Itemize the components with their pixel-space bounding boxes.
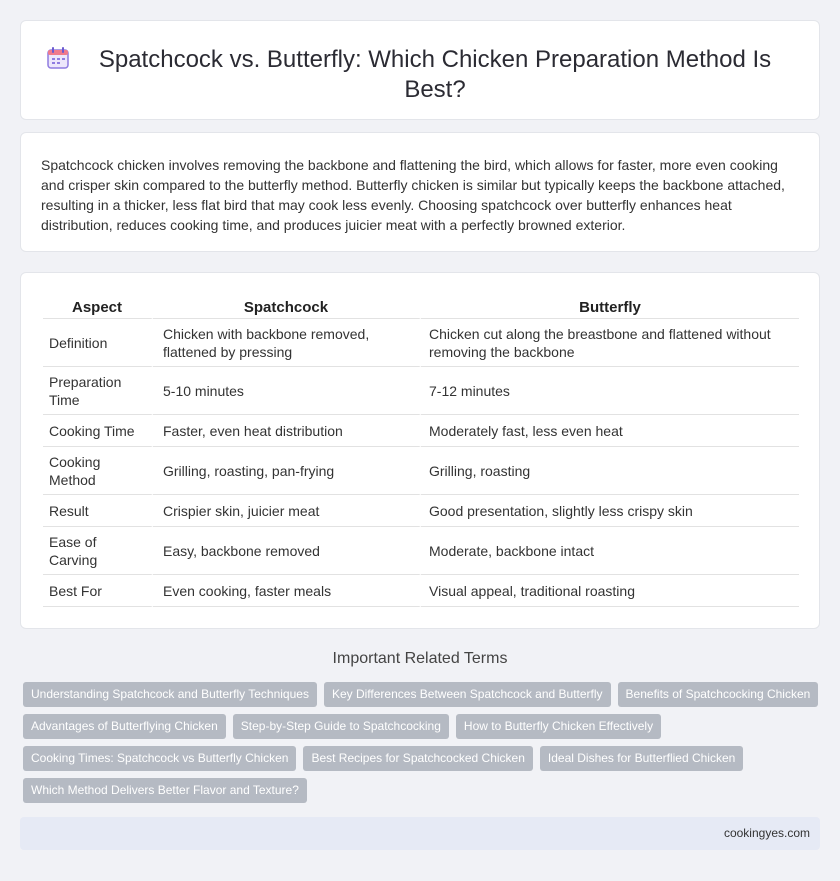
table-cell: 7-12 minutes [421,367,799,415]
table-row [43,319,799,367]
related-term-tag[interactable]: Ideal Dishes for Butterflied Chicken [540,746,743,771]
intro-card [20,132,820,252]
related-term-tag[interactable]: Advantages of Butterflying Chicken [23,714,226,739]
table-row [43,367,799,415]
comparison-table [43,297,799,607]
related-term-tag[interactable]: Step-by-Step Guide to Spatchcocking [233,714,449,739]
table-cell: Grilling, roasting, pan-frying [153,447,421,495]
table-row [43,575,799,607]
column-header-butterfly: Butterfly [421,297,799,319]
column-header-aspect: Aspect [43,297,153,319]
table-cell: Definition [43,319,153,367]
footer-bar [20,817,820,850]
table-cell: Crispier skin, juicier meat [153,495,421,527]
related-term-tag[interactable]: Understanding Spatchcock and Butterfly Techniques [23,682,317,707]
related-term-tag[interactable]: How to Butterfly Chicken Effectively [456,714,661,739]
table-cell: Good presentation, slightly less crispy skin [421,495,799,527]
table-header-row [43,297,799,319]
table-cell: Moderate, backbone intact [421,527,799,575]
header-card [20,20,820,120]
table-cell: Visual appeal, traditional roasting [421,575,799,607]
column-header-spatchcock: Spatchcock [153,297,421,319]
related-terms-heading: Important Related Terms [332,650,508,667]
table-cell: Ease of Carving [43,527,153,575]
table-cell: Chicken cut along the breastbone and flattened without removing the backbone [421,319,799,367]
table-row [43,415,799,447]
table-cell: Cooking Method [43,447,153,495]
related-term-tag[interactable]: Key Differences Between Spatchcock and Butterfly [324,682,611,707]
page-title: Spatchcock vs. Butterfly: Which Chicken Preparation Method Is Best? [98,46,772,103]
table-cell: Cooking Time [43,415,153,447]
table-cell: Result [43,495,153,527]
intro-paragraph: Spatchcock chicken involves removing the backbone and flattening the bird, which allows for faster, more even cooking and crisper skin compared to the butterfly method. Butterfly chicken is similar but typically keeps the backbone attached, resulting in a thicker, less flat bird that may cook less evenly. Choosing spatchcock over butterfly enhances heat distribution, reduces cooking time, and produces juicier meat with a perfectly browned exterior. [41,157,785,233]
related-term-tag[interactable]: Benefits of Spatchcocking Chicken [618,682,819,707]
related-term-tag[interactable]: Which Method Delivers Better Flavor and Texture? [23,778,307,803]
table-cell: Easy, backbone removed [153,527,421,575]
table-cell: Even cooking, faster meals [153,575,421,607]
table-cell: Grilling, roasting [421,447,799,495]
table-cell: Moderately fast, less even heat [421,415,799,447]
related-terms-tags [23,682,823,810]
table-cell: Faster, even heat distribution [153,415,421,447]
table-row [43,527,799,575]
comparison-table-card [20,272,820,629]
related-term-tag[interactable]: Best Recipes for Spatchcocked Chicken [303,746,532,771]
footer-site-link[interactable]: cookingyes.com [723,826,810,840]
table-cell: Preparation Time [43,367,153,415]
related-term-tag[interactable]: Cooking Times: Spatchcock vs Butterfly Chicken [23,746,296,771]
table-row [43,447,799,495]
table-cell: 5-10 minutes [153,367,421,415]
table-row [43,495,799,527]
table-cell: Chicken with backbone removed, flattened by pressing [153,319,421,367]
table-cell: Best For [43,575,153,607]
